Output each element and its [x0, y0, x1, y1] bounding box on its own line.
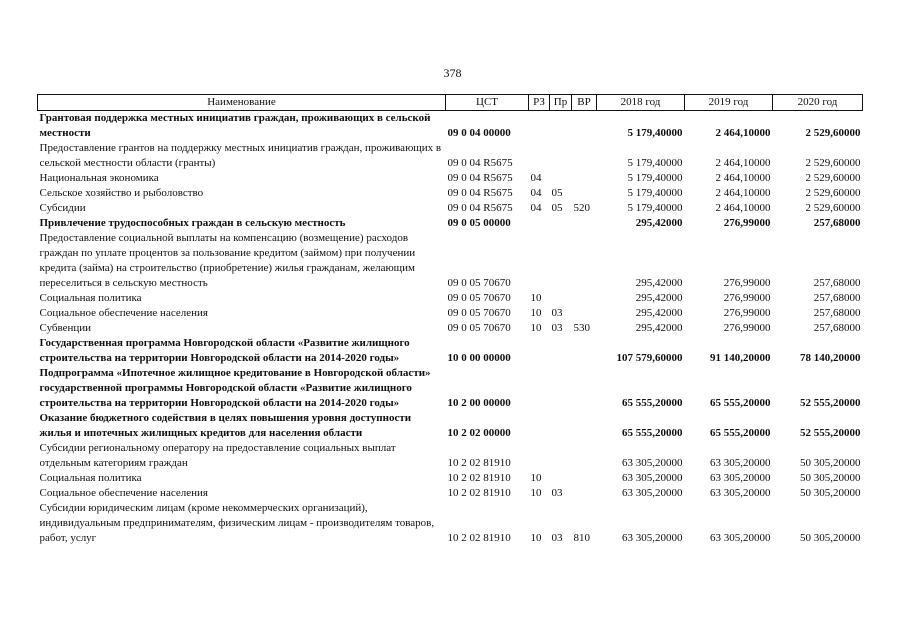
row-2019: 276,99000 — [723, 217, 771, 229]
row-cst: 10 0 00 00000 — [447, 352, 511, 364]
row-vr — [572, 471, 597, 486]
row-2020: 52 555,20000 — [800, 397, 861, 409]
table-row — [38, 366, 863, 411]
row-2020: 50 305,20000 — [800, 487, 861, 499]
row-2019: 63 305,20000 — [710, 532, 771, 544]
row-cst: 10 2 02 00000 — [447, 427, 511, 439]
row-cst: 09 0 04 R5675 — [447, 172, 513, 184]
row-pr — [550, 141, 572, 171]
row-rz: 04 — [530, 187, 542, 199]
row-pr: 05 — [551, 202, 563, 214]
table-row — [38, 216, 863, 231]
row-name: Субсидии региональному оператору на предоставление социальных выплат отдельным категориям граждан — [39, 442, 396, 469]
row-pr — [550, 411, 572, 441]
header-vr: ВР — [572, 95, 597, 111]
row-cst: 09 0 05 70670 — [447, 292, 511, 304]
row-2019: 276,99000 — [723, 322, 771, 334]
row-cst: 10 2 02 81910 — [447, 487, 511, 499]
row-name: Привлечение трудоспособных граждан в сельскую местность — [39, 217, 346, 229]
row-name: Социальное обеспечение населения — [39, 487, 208, 499]
budget-table — [37, 94, 863, 546]
row-name: Предоставление социальной выплаты на компенсацию (возмещение) расходов граждан по уплате процентов за пользование кредитом (займом) при получении кредита (займа) на строительство (приобретение) жилья гражданам, желающим переселиться в сельскую местность — [39, 232, 416, 289]
row-pr — [550, 111, 572, 142]
row-cst: 09 0 05 70670 — [447, 322, 511, 334]
row-name: Субсидии юридическим лицам (кроме некоммерческих организаций), индивидуальным предпринимателям, физическим лицам - производителям товаров, работ, услуг — [39, 502, 435, 544]
row-name: Предоставление грантов на поддержку местных инициатив граждан, проживающих в сельской местности области (гранты) — [39, 142, 442, 169]
row-2018: 5 179,40000 — [627, 157, 683, 169]
row-name: Социальное обеспечение населения — [39, 307, 208, 319]
row-cst: 10 2 02 81910 — [447, 457, 511, 469]
row-cst: 09 0 04 00000 — [447, 127, 511, 139]
row-rz — [529, 111, 550, 142]
row-2018: 5 179,40000 — [627, 127, 683, 139]
row-2019: 2 464,10000 — [715, 172, 771, 184]
row-cst: 09 0 05 70670 — [447, 277, 511, 289]
row-2019: 2 464,10000 — [715, 127, 771, 139]
row-cst: 10 2 00 00000 — [447, 397, 511, 409]
table-row — [38, 441, 863, 471]
row-name: Грантовая поддержка местных инициатив граждан, проживающих в сельской местности — [39, 112, 431, 139]
row-2018: 63 305,20000 — [622, 532, 683, 544]
row-2020: 50 305,20000 — [800, 457, 861, 469]
header-cst: ЦСТ — [446, 95, 529, 111]
row-rz: 10 — [530, 532, 542, 544]
row-rz — [529, 441, 550, 471]
row-2019: 63 305,20000 — [710, 487, 771, 499]
row-name: Сельское хозяйство и рыболовство — [39, 187, 204, 199]
header-name: Наименование — [38, 95, 446, 111]
row-name: Социальная политика — [39, 292, 142, 304]
table-row — [38, 291, 863, 306]
header-rz: РЗ — [529, 95, 550, 111]
row-rz: 04 — [530, 172, 542, 184]
row-2020: 2 529,60000 — [805, 157, 861, 169]
header-2019: 2019 год — [685, 95, 773, 111]
row-2018: 65 555,20000 — [622, 427, 683, 439]
row-rz — [529, 141, 550, 171]
row-cst: 09 0 05 70670 — [447, 307, 511, 319]
row-vr — [572, 411, 597, 441]
row-rz — [529, 216, 550, 231]
row-vr — [572, 231, 597, 291]
row-rz — [529, 336, 550, 366]
row-vr — [572, 486, 597, 501]
row-vr — [572, 366, 597, 411]
row-2018: 5 179,40000 — [627, 187, 683, 199]
row-vr: 530 — [573, 322, 590, 334]
row-pr — [550, 336, 572, 366]
row-2019: 63 305,20000 — [710, 457, 771, 469]
row-vr — [572, 216, 597, 231]
table-row — [38, 141, 863, 171]
row-cst: 10 2 02 81910 — [447, 532, 511, 544]
table-header-row — [38, 95, 863, 111]
row-2020: 257,68000 — [813, 322, 861, 334]
row-2020: 2 529,60000 — [805, 187, 861, 199]
row-2020: 257,68000 — [813, 307, 861, 319]
row-name: Государственная программа Новгородской области «Развитие жилищного строительства на территории Новгородской области на 2014-2020 годы» — [39, 337, 410, 364]
row-2018: 107 579,60000 — [616, 352, 683, 364]
row-2018: 63 305,20000 — [622, 457, 683, 469]
row-2020: 2 529,60000 — [805, 172, 861, 184]
table-row — [38, 486, 863, 501]
row-vr — [572, 111, 597, 142]
row-name: Социальная политика — [39, 472, 142, 484]
row-vr — [572, 336, 597, 366]
row-2020: 257,68000 — [813, 217, 861, 229]
page-number: 378 — [443, 66, 462, 80]
row-cst: 09 0 04 R5675 — [447, 202, 513, 214]
table-row — [38, 306, 863, 321]
row-2020: 52 555,20000 — [800, 427, 861, 439]
row-vr — [572, 141, 597, 171]
row-rz: 10 — [530, 472, 542, 484]
table-row — [38, 171, 863, 186]
row-2019: 276,99000 — [723, 307, 771, 319]
row-vr — [572, 441, 597, 471]
table-row — [38, 336, 863, 366]
row-pr: 03 — [551, 322, 563, 334]
table-body — [38, 111, 863, 547]
row-vr: 810 — [573, 532, 590, 544]
row-2020: 257,68000 — [813, 277, 861, 289]
row-rz: 10 — [530, 322, 542, 334]
row-2019: 91 140,20000 — [710, 352, 771, 364]
row-cst: 10 2 02 81910 — [447, 472, 511, 484]
table-row — [38, 186, 863, 201]
row-2020: 257,68000 — [813, 292, 861, 304]
row-pr — [550, 291, 572, 306]
table-row — [38, 411, 863, 441]
row-pr: 05 — [551, 187, 563, 199]
row-name: Национальная экономика — [39, 172, 159, 184]
row-2020: 50 305,20000 — [800, 472, 861, 484]
row-rz: 10 — [530, 292, 542, 304]
row-2018: 5 179,40000 — [627, 172, 683, 184]
header-2020: 2020 год — [773, 95, 863, 111]
row-name: Оказание бюджетного содействия в целях повышения уровня доступности жилья и ипотечных жилищных кредитов для населения области — [39, 412, 412, 439]
row-pr — [550, 441, 572, 471]
table-row — [38, 201, 863, 216]
row-2019: 65 555,20000 — [710, 397, 771, 409]
table-row — [38, 321, 863, 336]
row-pr — [550, 216, 572, 231]
row-pr — [550, 471, 572, 486]
row-2019: 276,99000 — [723, 292, 771, 304]
row-vr — [572, 291, 597, 306]
row-cst: 09 0 05 00000 — [447, 217, 511, 229]
row-2018: 63 305,20000 — [622, 487, 683, 499]
row-pr: 03 — [551, 307, 563, 319]
table-row — [38, 111, 863, 142]
row-2018: 5 179,40000 — [627, 202, 683, 214]
row-2018: 295,42000 — [635, 322, 683, 334]
row-rz: 04 — [530, 202, 542, 214]
row-2020: 2 529,60000 — [805, 127, 861, 139]
row-2019: 65 555,20000 — [710, 427, 771, 439]
row-2019: 276,99000 — [723, 277, 771, 289]
header-2018: 2018 год — [597, 95, 685, 111]
table-row — [38, 231, 863, 291]
row-name: Субсидии — [39, 202, 86, 214]
row-2019: 2 464,10000 — [715, 202, 771, 214]
row-2020: 50 305,20000 — [800, 532, 861, 544]
row-pr — [550, 366, 572, 411]
row-pr: 03 — [551, 532, 563, 544]
table-row — [38, 501, 863, 546]
row-2018: 63 305,20000 — [622, 472, 683, 484]
row-2018: 295,42000 — [635, 307, 683, 319]
header-pr: Пр — [550, 95, 572, 111]
row-vr — [572, 306, 597, 321]
row-name: Подпрограмма «Ипотечное жилищное кредитование в Новгородской области» государственной программы Новгородской области «Развитие жилищного строительства на территории Новгородской области на 2014-2020 годы» — [39, 367, 431, 409]
row-cst: 09 0 04 R5675 — [447, 157, 513, 169]
row-2019: 63 305,20000 — [710, 472, 771, 484]
row-pr — [550, 171, 572, 186]
row-pr: 03 — [551, 487, 563, 499]
row-rz — [529, 411, 550, 441]
row-vr: 520 — [573, 202, 590, 214]
row-pr — [550, 231, 572, 291]
table-row — [38, 471, 863, 486]
row-rz: 10 — [530, 487, 542, 499]
row-2018: 65 555,20000 — [622, 397, 683, 409]
row-2018: 295,42000 — [635, 277, 683, 289]
row-2018: 295,42000 — [635, 292, 683, 304]
row-2019: 2 464,10000 — [715, 157, 771, 169]
row-rz — [529, 366, 550, 411]
row-2019: 2 464,10000 — [715, 187, 771, 199]
row-2020: 2 529,60000 — [805, 202, 861, 214]
row-2018: 295,42000 — [635, 217, 683, 229]
row-rz: 10 — [530, 307, 542, 319]
row-vr — [572, 171, 597, 186]
row-vr — [572, 186, 597, 201]
row-rz — [529, 231, 550, 291]
row-name: Субвенции — [39, 322, 92, 334]
row-cst: 09 0 04 R5675 — [447, 187, 513, 199]
row-2020: 78 140,20000 — [800, 352, 861, 364]
